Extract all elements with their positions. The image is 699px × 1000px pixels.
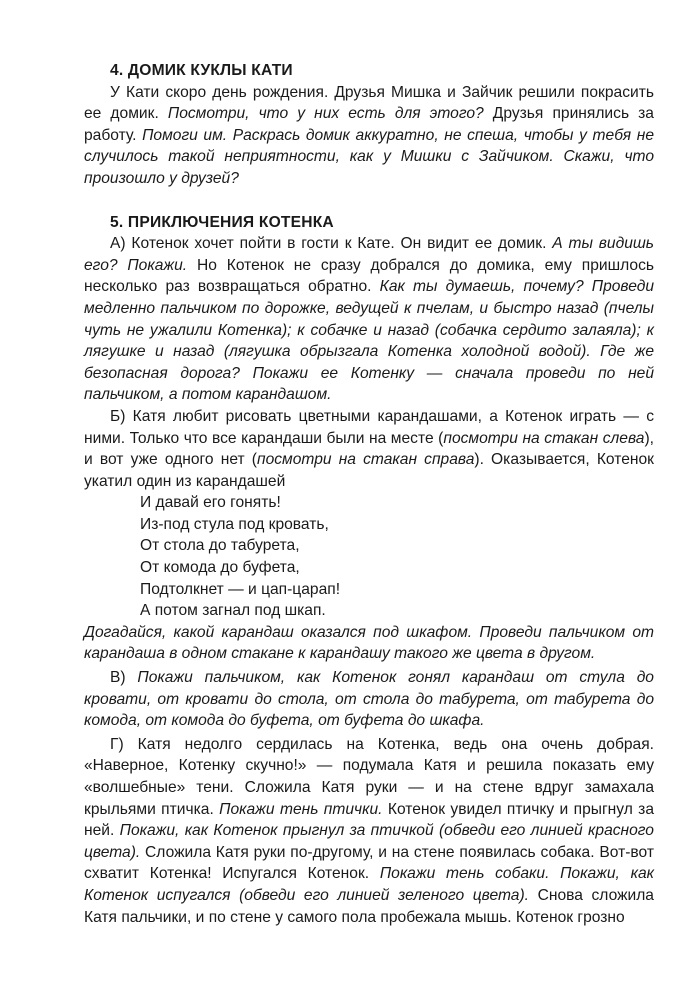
section-5 bbox=[84, 212, 654, 929]
italic-instruction: посмотри на стакан слева bbox=[443, 429, 645, 447]
poem-line: От комода до буфета, bbox=[140, 559, 300, 577]
italic-instruction: Покажи тень собаки. Покажи, как Котенок испугался (обведи его линией зеленого цвета). bbox=[84, 865, 654, 904]
italic-instruction: А ты видишь его? Покажи. bbox=[84, 235, 655, 274]
section-5-title: 5. ПРИКЛЮЧЕНИЯ КОТЕНКА bbox=[110, 213, 334, 231]
italic-instruction: Догадайся, какой карандаш оказался под шкафом. Проведи пальчиком от карандаша в одном стакане к карандашу такого же цвета в другом. bbox=[84, 623, 654, 663]
text-run: Снова сложила Катя пальчики, и по стене у самого пола пробежала мышь. Котенок грозно bbox=[84, 886, 654, 926]
text-run: А) Котенок хочет пойти в гости к Кате. Он видит ее домик. bbox=[110, 235, 553, 253]
italic-instruction: посмотри на стакан справа bbox=[256, 451, 475, 469]
paragraph-a bbox=[84, 233, 654, 406]
poem-line: И давай его гонять! bbox=[140, 494, 281, 512]
text-run: Котенок увидел птичку и прыгнул за ней. bbox=[84, 800, 655, 840]
italic-instruction: Посмотри, что у них есть для этого? bbox=[167, 105, 484, 123]
section-4 bbox=[84, 60, 654, 190]
page-content bbox=[84, 60, 654, 928]
italic-instruction: Покажи пальчиком, как Котенок гонял карандаш от стула до кровати, от кровати до стола, от стола до табурета, от табурета до комода, от комода до буфета, от буфета до шкафа. bbox=[84, 669, 654, 730]
poem-line: А потом загнал под шкап. bbox=[140, 602, 326, 620]
italic-instruction: Помоги им. Раскрась домик аккуратно, не спеша, чтобы у тебя не случилось такой неприятности, как у Мишки с Зайчиком. Скажи, что произошло у друзей? bbox=[84, 126, 655, 187]
paragraph-b-task bbox=[84, 622, 654, 665]
text-run: Сложила Катя руки по-другому, и на стене появилась собака. Вот-вот схватит Котенка! Испугался Котенок. bbox=[84, 843, 654, 883]
poem-line: Подтолкнет — и цап-царап! bbox=[140, 580, 341, 598]
poem bbox=[84, 492, 654, 622]
italic-instruction: Покажи тень птички. bbox=[219, 800, 383, 818]
paragraph-b bbox=[84, 406, 654, 492]
text-run: Г) Катя недолго сердилась на Котенка, ведь она очень добрая. «Наверное, Котенку скучно!» — подумала Катя и решила показать ему «волшебные» тени. Сложила Катя руки — и на стене вдруг замахала крыльями птичка. bbox=[84, 735, 654, 818]
section-4-title: 4. ДОМИК КУКЛЫ КАТИ bbox=[110, 62, 293, 79]
text-run: В) bbox=[110, 669, 138, 687]
paragraph-v bbox=[84, 667, 654, 732]
text-run: Б) Катя любит рисовать цветными карандашами, а Котенок играть — с ними. Только что все карандаши были на месте ( bbox=[84, 407, 654, 447]
text-run: ). Оказывается, Котенок укатил один из карандашей bbox=[84, 451, 654, 490]
text-run: Друзья принялись за работу. bbox=[84, 105, 654, 144]
poem-line: Из-под стула под кровать, bbox=[140, 515, 329, 533]
text-run: У Кати скоро день рождения. Друзья Мишка и Зайчик решили покрасить ее домик. bbox=[84, 83, 654, 123]
text-run: Но Котенок не сразу добрался до домика, ему пришлось несколько раз возвращаться обратно. bbox=[84, 256, 654, 296]
text-run: ), и вот уже одного нет ( bbox=[84, 429, 654, 469]
section-4-paragraph bbox=[84, 82, 654, 190]
italic-instruction: Покажи, как Котенок прыгнул за птичкой (обведи его линией красного цвета). bbox=[84, 822, 654, 861]
italic-instruction: Как ты думаешь, почему? Проведи медленно пальчиком по дорожке, ведущей к пчелам, и быстро назад (пчелы чуть не ужалили Котенка); к собачке и назад (собачка сердито залаяла); к лягушке и назад (лягушка обрызгала Котенка холодной водой). Где же безопасная дорога? Покажи ее Котенку — сначала проведи по ней пальчиком, а потом карандашом. bbox=[84, 278, 655, 404]
paragraph-g bbox=[84, 734, 654, 928]
poem-line: От стола до табурета, bbox=[140, 537, 300, 555]
